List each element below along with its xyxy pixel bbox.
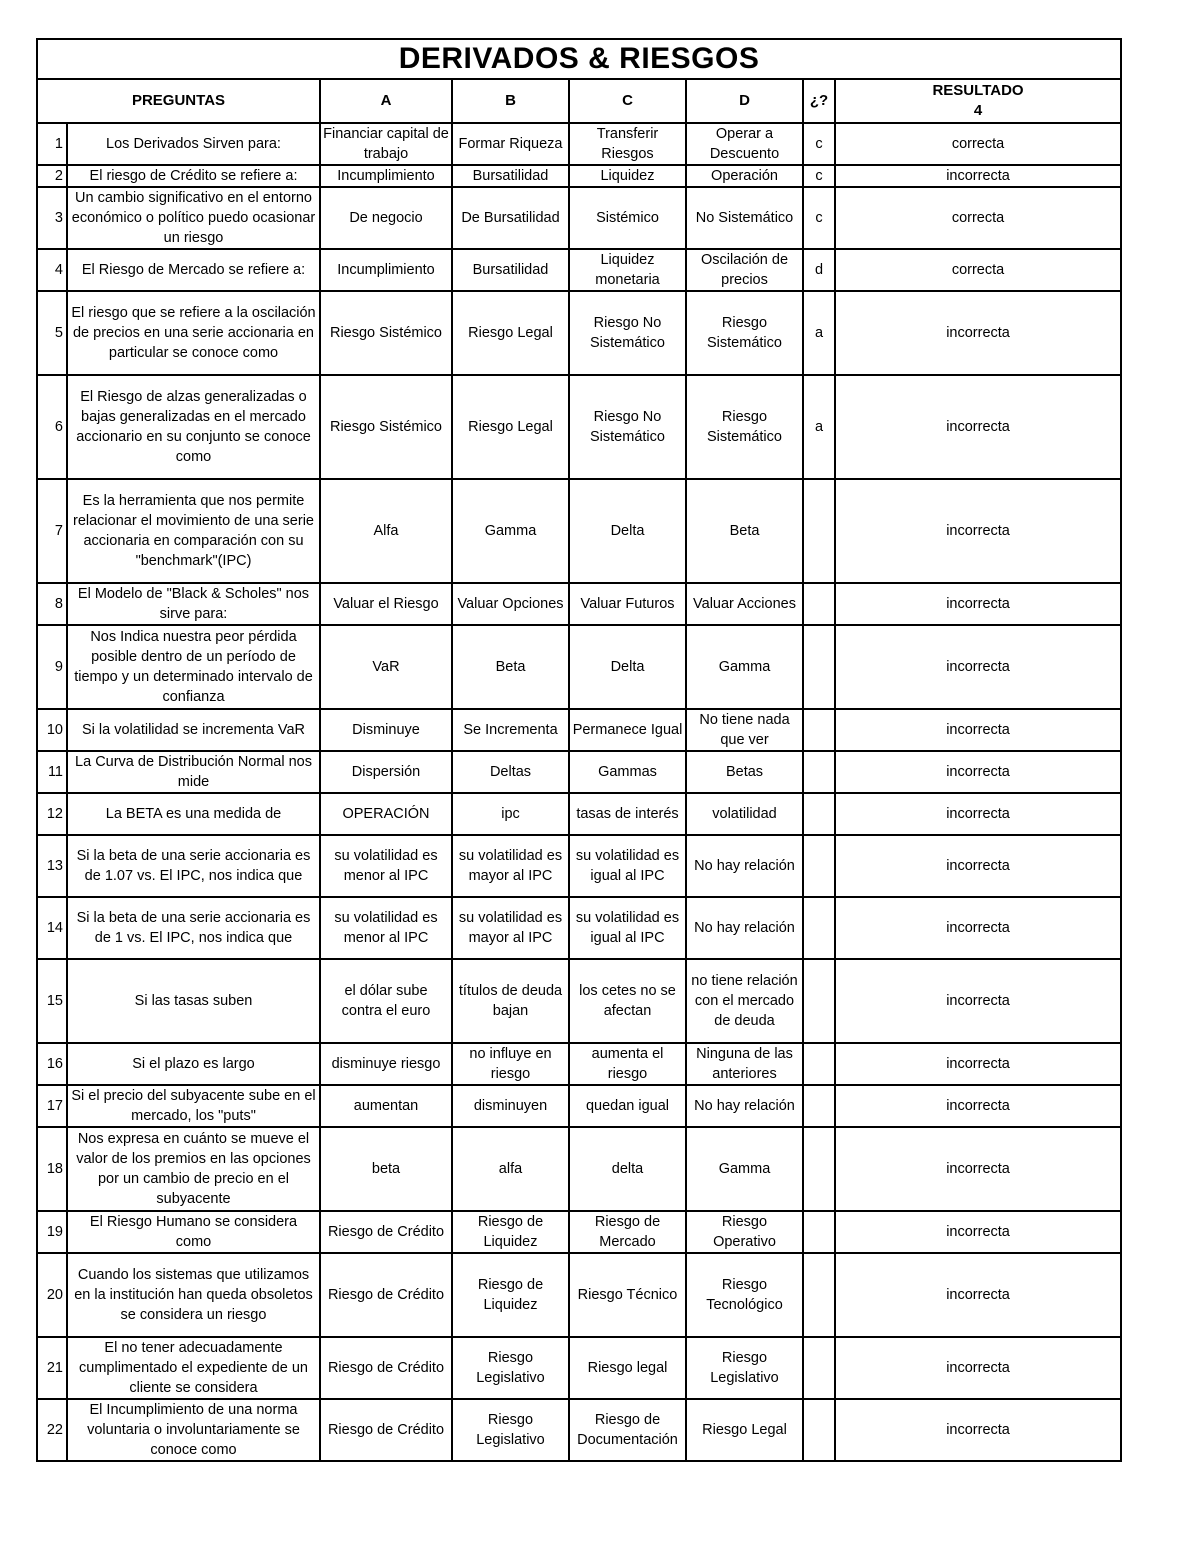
option-a: Riesgo Sistémico xyxy=(320,291,452,375)
option-b: Deltas xyxy=(452,751,569,793)
result-cell: incorrecta xyxy=(835,625,1121,709)
question-row xyxy=(37,375,1121,479)
option-c: Liquidez monetaria xyxy=(569,249,686,291)
option-b: alfa xyxy=(452,1127,569,1211)
option-b: Riesgo Legal xyxy=(452,291,569,375)
question-text: Nos Indica nuestra peor pérdida posible dentro de un período de tiempo y un determinado intervalo de confianza xyxy=(67,625,320,709)
option-a: Riesgo de Crédito xyxy=(320,1399,452,1461)
result-cell: incorrecta xyxy=(835,897,1121,959)
header-answer: ¿? xyxy=(803,79,835,123)
option-b: títulos de deuda bajan xyxy=(452,959,569,1043)
question-row xyxy=(37,123,1121,165)
option-b: Beta xyxy=(452,625,569,709)
header-b: B xyxy=(452,79,569,123)
question-text: Los Derivados Sirven para: xyxy=(67,123,320,165)
question-text: Si el precio del subyacente sube en el mercado, los "puts" xyxy=(67,1085,320,1127)
option-d: No hay relación xyxy=(686,897,803,959)
option-a: De negocio xyxy=(320,187,452,249)
question-row xyxy=(37,1337,1121,1399)
result-cell: incorrecta xyxy=(835,1085,1121,1127)
option-d: no tiene relación con el mercado de deuda xyxy=(686,959,803,1043)
question-number: 3 xyxy=(37,187,67,249)
option-b: su volatilidad es mayor al IPC xyxy=(452,897,569,959)
option-d: Gamma xyxy=(686,625,803,709)
option-c: Riesgo de Mercado xyxy=(569,1211,686,1253)
header-result xyxy=(835,79,1121,123)
option-d: Ninguna de las anteriores xyxy=(686,1043,803,1085)
result-cell: correcta xyxy=(835,123,1121,165)
option-c: Permanece Igual xyxy=(569,709,686,751)
question-row xyxy=(37,959,1121,1043)
option-d: Gamma xyxy=(686,1127,803,1211)
option-d: No Sistemático xyxy=(686,187,803,249)
question-text: Si la beta de una serie accionaria es de 1 vs. El IPC, nos indica que xyxy=(67,897,320,959)
option-a: Disminuye xyxy=(320,709,452,751)
result-cell: correcta xyxy=(835,187,1121,249)
question-number: 4 xyxy=(37,249,67,291)
question-number: 13 xyxy=(37,835,67,897)
option-b: Gamma xyxy=(452,479,569,583)
option-c: tasas de interés xyxy=(569,793,686,835)
answer-cell: c xyxy=(803,123,835,165)
result-cell: incorrecta xyxy=(835,835,1121,897)
option-b: disminuyen xyxy=(452,1085,569,1127)
answer-cell xyxy=(803,835,835,897)
option-c: Riesgo Técnico xyxy=(569,1253,686,1337)
option-b: Riesgo Legislativo xyxy=(452,1337,569,1399)
question-number: 22 xyxy=(37,1399,67,1461)
option-c: su volatilidad es igual al IPC xyxy=(569,835,686,897)
question-number: 21 xyxy=(37,1337,67,1399)
option-d: Oscilación de precios xyxy=(686,249,803,291)
result-cell: incorrecta xyxy=(835,751,1121,793)
option-b: Se Incrementa xyxy=(452,709,569,751)
question-text: El Modelo de "Black & Scholes" nos sirve para: xyxy=(67,583,320,625)
question-number: 17 xyxy=(37,1085,67,1127)
option-a: Riesgo de Crédito xyxy=(320,1337,452,1399)
option-c: Valuar Futuros xyxy=(569,583,686,625)
option-a: Incumplimiento xyxy=(320,249,452,291)
header-a: A xyxy=(320,79,452,123)
option-b: no influye en riesgo xyxy=(452,1043,569,1085)
option-c: Gammas xyxy=(569,751,686,793)
option-b: Riesgo Legal xyxy=(452,375,569,479)
question-number: 5 xyxy=(37,291,67,375)
question-row xyxy=(37,165,1121,187)
question-text: El riesgo que se refiere a la oscilación de precios en una serie accionaria en particular se conoce como xyxy=(67,291,320,375)
option-a: beta xyxy=(320,1127,452,1211)
question-text: El Incumplimiento de una norma voluntaria o involuntariamente se conoce como xyxy=(67,1399,320,1461)
option-d: No hay relación xyxy=(686,835,803,897)
question-text: Si las tasas suben xyxy=(67,959,320,1043)
sheet-title: DERIVADOS & RIESGOS xyxy=(37,39,1121,79)
question-number: 7 xyxy=(37,479,67,583)
question-row xyxy=(37,793,1121,835)
result-cell: incorrecta xyxy=(835,1253,1121,1337)
question-text: Si la beta de una serie accionaria es de 1.07 vs. El IPC, nos indica que xyxy=(67,835,320,897)
result-cell: incorrecta xyxy=(835,1399,1121,1461)
option-c: Riesgo No Sistemático xyxy=(569,291,686,375)
question-row xyxy=(37,1253,1121,1337)
option-c: delta xyxy=(569,1127,686,1211)
option-c: aumenta el riesgo xyxy=(569,1043,686,1085)
option-c: Delta xyxy=(569,625,686,709)
option-a: su volatilidad es menor al IPC xyxy=(320,835,452,897)
result-cell: incorrecta xyxy=(835,1043,1121,1085)
option-b: ipc xyxy=(452,793,569,835)
header-c: C xyxy=(569,79,686,123)
option-b: Riesgo de Liquidez xyxy=(452,1211,569,1253)
question-text: El Riesgo de Mercado se refiere a: xyxy=(67,249,320,291)
question-text: El Riesgo Humano se considera como xyxy=(67,1211,320,1253)
option-c: su volatilidad es igual al IPC xyxy=(569,897,686,959)
option-a: Valuar el Riesgo xyxy=(320,583,452,625)
option-a: VaR xyxy=(320,625,452,709)
question-row xyxy=(37,1399,1121,1461)
result-cell: incorrecta xyxy=(835,793,1121,835)
quiz-table xyxy=(36,38,1122,1462)
result-cell: incorrecta xyxy=(835,375,1121,479)
question-number: 10 xyxy=(37,709,67,751)
question-row xyxy=(37,291,1121,375)
result-cell: incorrecta xyxy=(835,709,1121,751)
result-cell: incorrecta xyxy=(835,959,1121,1043)
question-row xyxy=(37,897,1121,959)
option-a: aumentan xyxy=(320,1085,452,1127)
question-number: 16 xyxy=(37,1043,67,1085)
option-d: No hay relación xyxy=(686,1085,803,1127)
question-row xyxy=(37,583,1121,625)
answer-cell xyxy=(803,1337,835,1399)
question-text: Si la volatilidad se incrementa VaR xyxy=(67,709,320,751)
option-d: Riesgo Legal xyxy=(686,1399,803,1461)
option-d: Betas xyxy=(686,751,803,793)
result-cell: incorrecta xyxy=(835,1337,1121,1399)
question-text: Un cambio significativo en el entorno económico o político puedo ocasionar un riesgo xyxy=(67,187,320,249)
answer-cell: d xyxy=(803,249,835,291)
option-d: Operación xyxy=(686,165,803,187)
option-b: Riesgo Legislativo xyxy=(452,1399,569,1461)
question-number: 2 xyxy=(37,165,67,187)
question-row xyxy=(37,835,1121,897)
option-a: OPERACIÓN xyxy=(320,793,452,835)
option-a: disminuye riesgo xyxy=(320,1043,452,1085)
result-cell: incorrecta xyxy=(835,1211,1121,1253)
option-c: Sistémico xyxy=(569,187,686,249)
question-number: 20 xyxy=(37,1253,67,1337)
option-c: Transferir Riesgos xyxy=(569,123,686,165)
answer-cell xyxy=(803,1399,835,1461)
option-c: Riesgo No Sistemático xyxy=(569,375,686,479)
option-d: Valuar Acciones xyxy=(686,583,803,625)
result-cell: incorrecta xyxy=(835,165,1121,187)
question-number: 9 xyxy=(37,625,67,709)
question-number: 11 xyxy=(37,751,67,793)
header-row xyxy=(37,79,1121,123)
header-preguntas: PREGUNTAS xyxy=(37,79,320,123)
option-d: Riesgo Sistemático xyxy=(686,291,803,375)
option-b: su volatilidad es mayor al IPC xyxy=(452,835,569,897)
answer-cell xyxy=(803,1253,835,1337)
option-c: quedan igual xyxy=(569,1085,686,1127)
option-a: Alfa xyxy=(320,479,452,583)
question-rows xyxy=(37,123,1121,1461)
option-b: Formar Riqueza xyxy=(452,123,569,165)
option-a: Dispersión xyxy=(320,751,452,793)
option-c: Riesgo legal xyxy=(569,1337,686,1399)
option-d: Riesgo Tecnológico xyxy=(686,1253,803,1337)
option-a: Riesgo Sistémico xyxy=(320,375,452,479)
option-d: No tiene nada que ver xyxy=(686,709,803,751)
question-row xyxy=(37,709,1121,751)
answer-cell: c xyxy=(803,165,835,187)
answer-cell xyxy=(803,959,835,1043)
question-row xyxy=(37,1085,1121,1127)
option-d: Riesgo Legislativo xyxy=(686,1337,803,1399)
question-text: Es la herramienta que nos permite relacionar el movimiento de una serie accionaria en comparación con su "benchmark"(IPC) xyxy=(67,479,320,583)
answer-cell xyxy=(803,1127,835,1211)
option-b: Bursatilidad xyxy=(452,249,569,291)
option-b: De Bursatilidad xyxy=(452,187,569,249)
question-text: Cuando los sistemas que utilizamos en la institución han queda obsoletos se considera un riesgo xyxy=(67,1253,320,1337)
result-cell: incorrecta xyxy=(835,291,1121,375)
answer-cell xyxy=(803,1211,835,1253)
question-row xyxy=(37,187,1121,249)
result-cell: incorrecta xyxy=(835,479,1121,583)
question-text: La BETA es una medida de xyxy=(67,793,320,835)
question-number: 6 xyxy=(37,375,67,479)
question-number: 12 xyxy=(37,793,67,835)
option-a: Riesgo de Crédito xyxy=(320,1253,452,1337)
option-a: Financiar capital de trabajo xyxy=(320,123,452,165)
option-a: Incumplimiento xyxy=(320,165,452,187)
question-number: 14 xyxy=(37,897,67,959)
option-a: su volatilidad es menor al IPC xyxy=(320,897,452,959)
option-d: Operar a Descuento xyxy=(686,123,803,165)
answer-cell xyxy=(803,583,835,625)
answer-cell xyxy=(803,897,835,959)
option-d: Riesgo Sistemático xyxy=(686,375,803,479)
question-text: El riesgo de Crédito se refiere a: xyxy=(67,165,320,187)
option-a: el dólar sube contra el euro xyxy=(320,959,452,1043)
answer-cell: a xyxy=(803,291,835,375)
answer-cell xyxy=(803,751,835,793)
option-b: Riesgo de Liquidez xyxy=(452,1253,569,1337)
option-c: los cetes no se afectan xyxy=(569,959,686,1043)
answer-cell: c xyxy=(803,187,835,249)
question-text: Nos expresa en cuánto se mueve el valor de los premios en las opciones por un cambio de precio en el subyacente xyxy=(67,1127,320,1211)
option-d: Beta xyxy=(686,479,803,583)
answer-cell xyxy=(803,1085,835,1127)
question-number: 19 xyxy=(37,1211,67,1253)
option-c: Riesgo de Documentación xyxy=(569,1399,686,1461)
answer-cell: a xyxy=(803,375,835,479)
question-text: El Riesgo de alzas generalizadas o bajas generalizadas en el mercado accionario en su conjunto se conoce como xyxy=(67,375,320,479)
result-cell: incorrecta xyxy=(835,1127,1121,1211)
option-b: Valuar Opciones xyxy=(452,583,569,625)
question-text: Si el plazo es largo xyxy=(67,1043,320,1085)
option-c: Liquidez xyxy=(569,165,686,187)
answer-cell xyxy=(803,479,835,583)
question-number: 1 xyxy=(37,123,67,165)
result-cell: incorrecta xyxy=(835,583,1121,625)
question-number: 15 xyxy=(37,959,67,1043)
question-row xyxy=(37,1127,1121,1211)
question-row xyxy=(37,249,1121,291)
question-text: La Curva de Distribución Normal nos mide xyxy=(67,751,320,793)
question-row xyxy=(37,479,1121,583)
answer-cell xyxy=(803,709,835,751)
question-number: 18 xyxy=(37,1127,67,1211)
option-c: Delta xyxy=(569,479,686,583)
question-row xyxy=(37,1211,1121,1253)
option-d: Riesgo Operativo xyxy=(686,1211,803,1253)
answer-cell xyxy=(803,1043,835,1085)
answer-cell xyxy=(803,625,835,709)
option-b: Bursatilidad xyxy=(452,165,569,187)
question-text: El no tener adecuadamente cumplimentado el expediente de un cliente se considera xyxy=(67,1337,320,1399)
result-cell: correcta xyxy=(835,249,1121,291)
answer-cell xyxy=(803,793,835,835)
question-row xyxy=(37,1043,1121,1085)
header-d: D xyxy=(686,79,803,123)
result-count: 4 xyxy=(973,102,983,119)
question-row xyxy=(37,751,1121,793)
option-a: Riesgo de Crédito xyxy=(320,1211,452,1253)
question-row xyxy=(37,625,1121,709)
option-d: volatilidad xyxy=(686,793,803,835)
question-number: 8 xyxy=(37,583,67,625)
header-result-label: RESULTADO xyxy=(932,82,1024,99)
